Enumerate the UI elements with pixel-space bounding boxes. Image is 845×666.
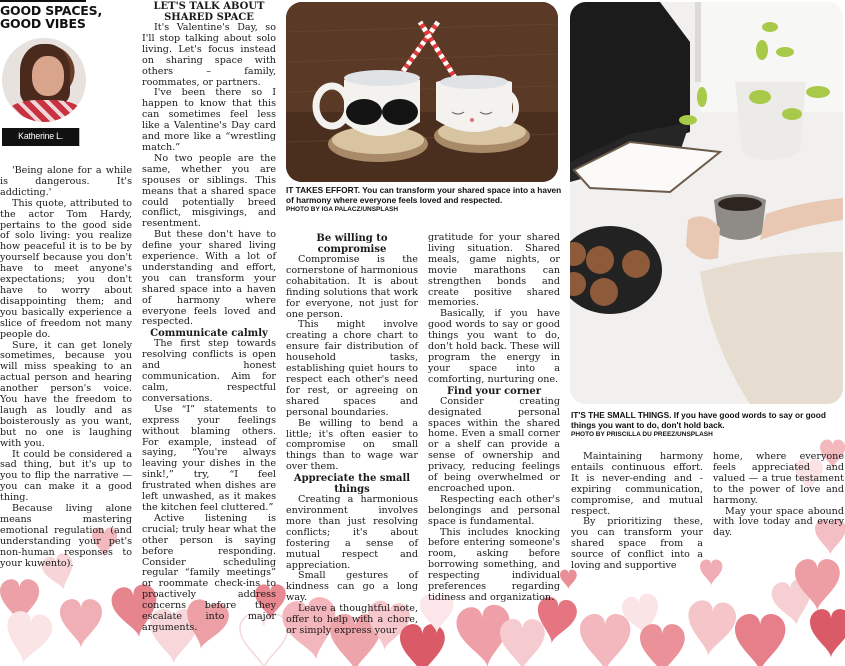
author-avatar bbox=[2, 38, 86, 122]
paragraph: Sure, it can get lonely sometimes, because you will miss speaking to an actual person and hearing another person's voice. You have the freedom to laugh as loudly and as boisterously as you want, but no one is laughing with you. bbox=[0, 339, 132, 449]
paragraph: gratitude for your shared living situation. Shared meals, game nights, or movie marathons can strengthen bonds and create positive shared memories. bbox=[428, 232, 560, 309]
paragraph: This quote, attributed to the actor Tom Hardy, pertains to the good side of solo living: you realize how peaceful it is to be by yourself because you don't have to meet anyone's expectations; you don't have to worry about disappointing them; and you basically experience a slice of freedom not many people do. bbox=[0, 197, 132, 340]
caption-text: IT'S THE SMALL THINGS. If you have good words to say or good things you want to do, don't hold back. bbox=[571, 410, 826, 430]
mugs-illustration bbox=[286, 2, 558, 182]
column-5 bbox=[571, 452, 703, 572]
photo-cat-mugs bbox=[286, 2, 558, 182]
paragraph: Creating a harmonious environment involves more than just resolving conflicts; it's about fostering a sense of mutual respect and appreciation. bbox=[286, 494, 418, 571]
kicker-rule bbox=[0, 0, 86, 2]
subheading: Be willing to compromise bbox=[316, 233, 388, 255]
column-2 bbox=[142, 1, 276, 634]
photo-credit: PHOTO BY IGA PALACZ/UNSPLASH bbox=[286, 206, 399, 213]
section-title: GOOD SPACES, GOOD VIBES bbox=[0, 3, 102, 31]
paragraph: Maintaining harmony entails continuous effort. It is never-ending and -expiring communication, compromise, and mutual respect. bbox=[571, 451, 703, 517]
column-6 bbox=[713, 452, 844, 539]
paragraph: Use “I” statements to express your feelings without blaming others. For example, instead of saying, “You're always leaving your dishes in the sink!,” try, “I feel frustrated when dishes are left unwashed, as it makes the kitchen feel cluttered.” bbox=[142, 403, 276, 513]
table-illustration bbox=[570, 2, 843, 404]
subheading: Communicate calmly bbox=[150, 328, 268, 340]
paragraph: Be willing to bend a little; it's often easier to compromise on small things than to wage war over them. bbox=[286, 417, 418, 473]
photo-table-coffee bbox=[570, 2, 843, 404]
paragraph: Compromise is the cornerstone of harmonious cohabitation. It is about finding solutions that work for everyone, not just for one person. bbox=[286, 254, 418, 320]
avatar-shirt bbox=[8, 100, 82, 122]
paragraph: 'Being alone for a while is dangerous. It's addicting.' bbox=[0, 165, 132, 198]
column-4 bbox=[428, 233, 560, 604]
paragraph: Basically, if you have good words to say or good things you want to do, don't hold back. These will program the energy in your space into a comforting, nurturing one. bbox=[428, 308, 560, 385]
paragraph: I've been there so I happen to know that this can sometimes feel less like a Valentine's Day card and more like a “wrestling match.” bbox=[142, 87, 276, 153]
column-1 bbox=[0, 166, 132, 570]
paragraph: May your space abound with love today and every day. bbox=[713, 505, 844, 539]
photo-caption-1 bbox=[286, 186, 562, 214]
author-byline: Katherine L. Magsanoc bbox=[2, 128, 79, 146]
paragraph: By prioritizing these, you can transform your shared space from a source of conflict into a loving and supportive bbox=[571, 516, 703, 572]
paragraph: It's Valentine's Day, so I'll stop talking about solo living. Let's focus instead on sharing space with others – family, roommates, or partners. bbox=[142, 22, 276, 88]
paragraph: Leave a thoughtful note, offer to help with a chore, or simply express your bbox=[286, 603, 418, 636]
photo-credit: PHOTO BY PRISCILLA DU PREEZ/UNSPLASH bbox=[571, 431, 713, 438]
paragraph: It could be considered a sad thing, but it's up to you to flip the narrative — you can make it a good thing. bbox=[0, 448, 132, 504]
paragraph: This includes knocking before entering someone's room, asking before borrowing something, and respecting individual preferences regarding tidiness and organization. bbox=[428, 526, 560, 603]
subheading: Find your corner bbox=[446, 385, 542, 397]
paragraph: This might involve creating a chore chart to ensure fair distribution of household tasks, establishing quiet hours to respect each other's need for rest, or agreeing on shared spaces and personal boundaries. bbox=[286, 319, 418, 418]
paragraph: No two people are the same, whether you are spouses or siblings. This means that a shared space could potentially breed conflict, misgivings, and resentment. bbox=[142, 152, 276, 230]
paragraph: Because living alone means mastering emotional regulation (and understanding your pet's non-human responses to your kuwento). bbox=[0, 503, 132, 569]
subheading: Appreciate the small things bbox=[293, 473, 411, 496]
photo-caption-2 bbox=[571, 411, 845, 439]
avatar-face bbox=[32, 56, 64, 96]
subheading: LET'S TALK ABOUT SHARED SPACE bbox=[153, 1, 265, 23]
paragraph: Active listening is crucial; truly hear what the other person is saying before responding. Consider scheduling regular “family meetings” or roommate check-ins to proactively address concerns before they escalate into major arguments. bbox=[142, 512, 276, 633]
paragraph: home, where everyone feels appreciated and valued — a true testament to the power of love and harmony. bbox=[713, 451, 844, 506]
paragraph: Respecting each other's belongings and personal space is fundamental. bbox=[428, 493, 560, 527]
paragraph: But these don't have to define your shared living experience. With a lot of understanding and effort, you can transform your shared space into a haven of harmony where everyone feels loved and respected. bbox=[142, 229, 276, 328]
paragraph: The first step towards resolving conflicts is open and honest communication. Aim for calm, respectful conversations. bbox=[142, 338, 276, 404]
paragraph: Consider creating designated personal spaces within the shared home. Even a small corner or a shelf can provide a sense of ownership and privacy, reducing feelings of being overwhelmed or encroached upon. bbox=[428, 395, 560, 494]
column-3 bbox=[286, 233, 418, 637]
caption-text: IT TAKES EFFORT. You can transform your shared space into a haven of harmony where everyone feels loved and respected. bbox=[286, 185, 562, 205]
paragraph: Small gestures of kindness can go a long way. bbox=[286, 570, 418, 604]
